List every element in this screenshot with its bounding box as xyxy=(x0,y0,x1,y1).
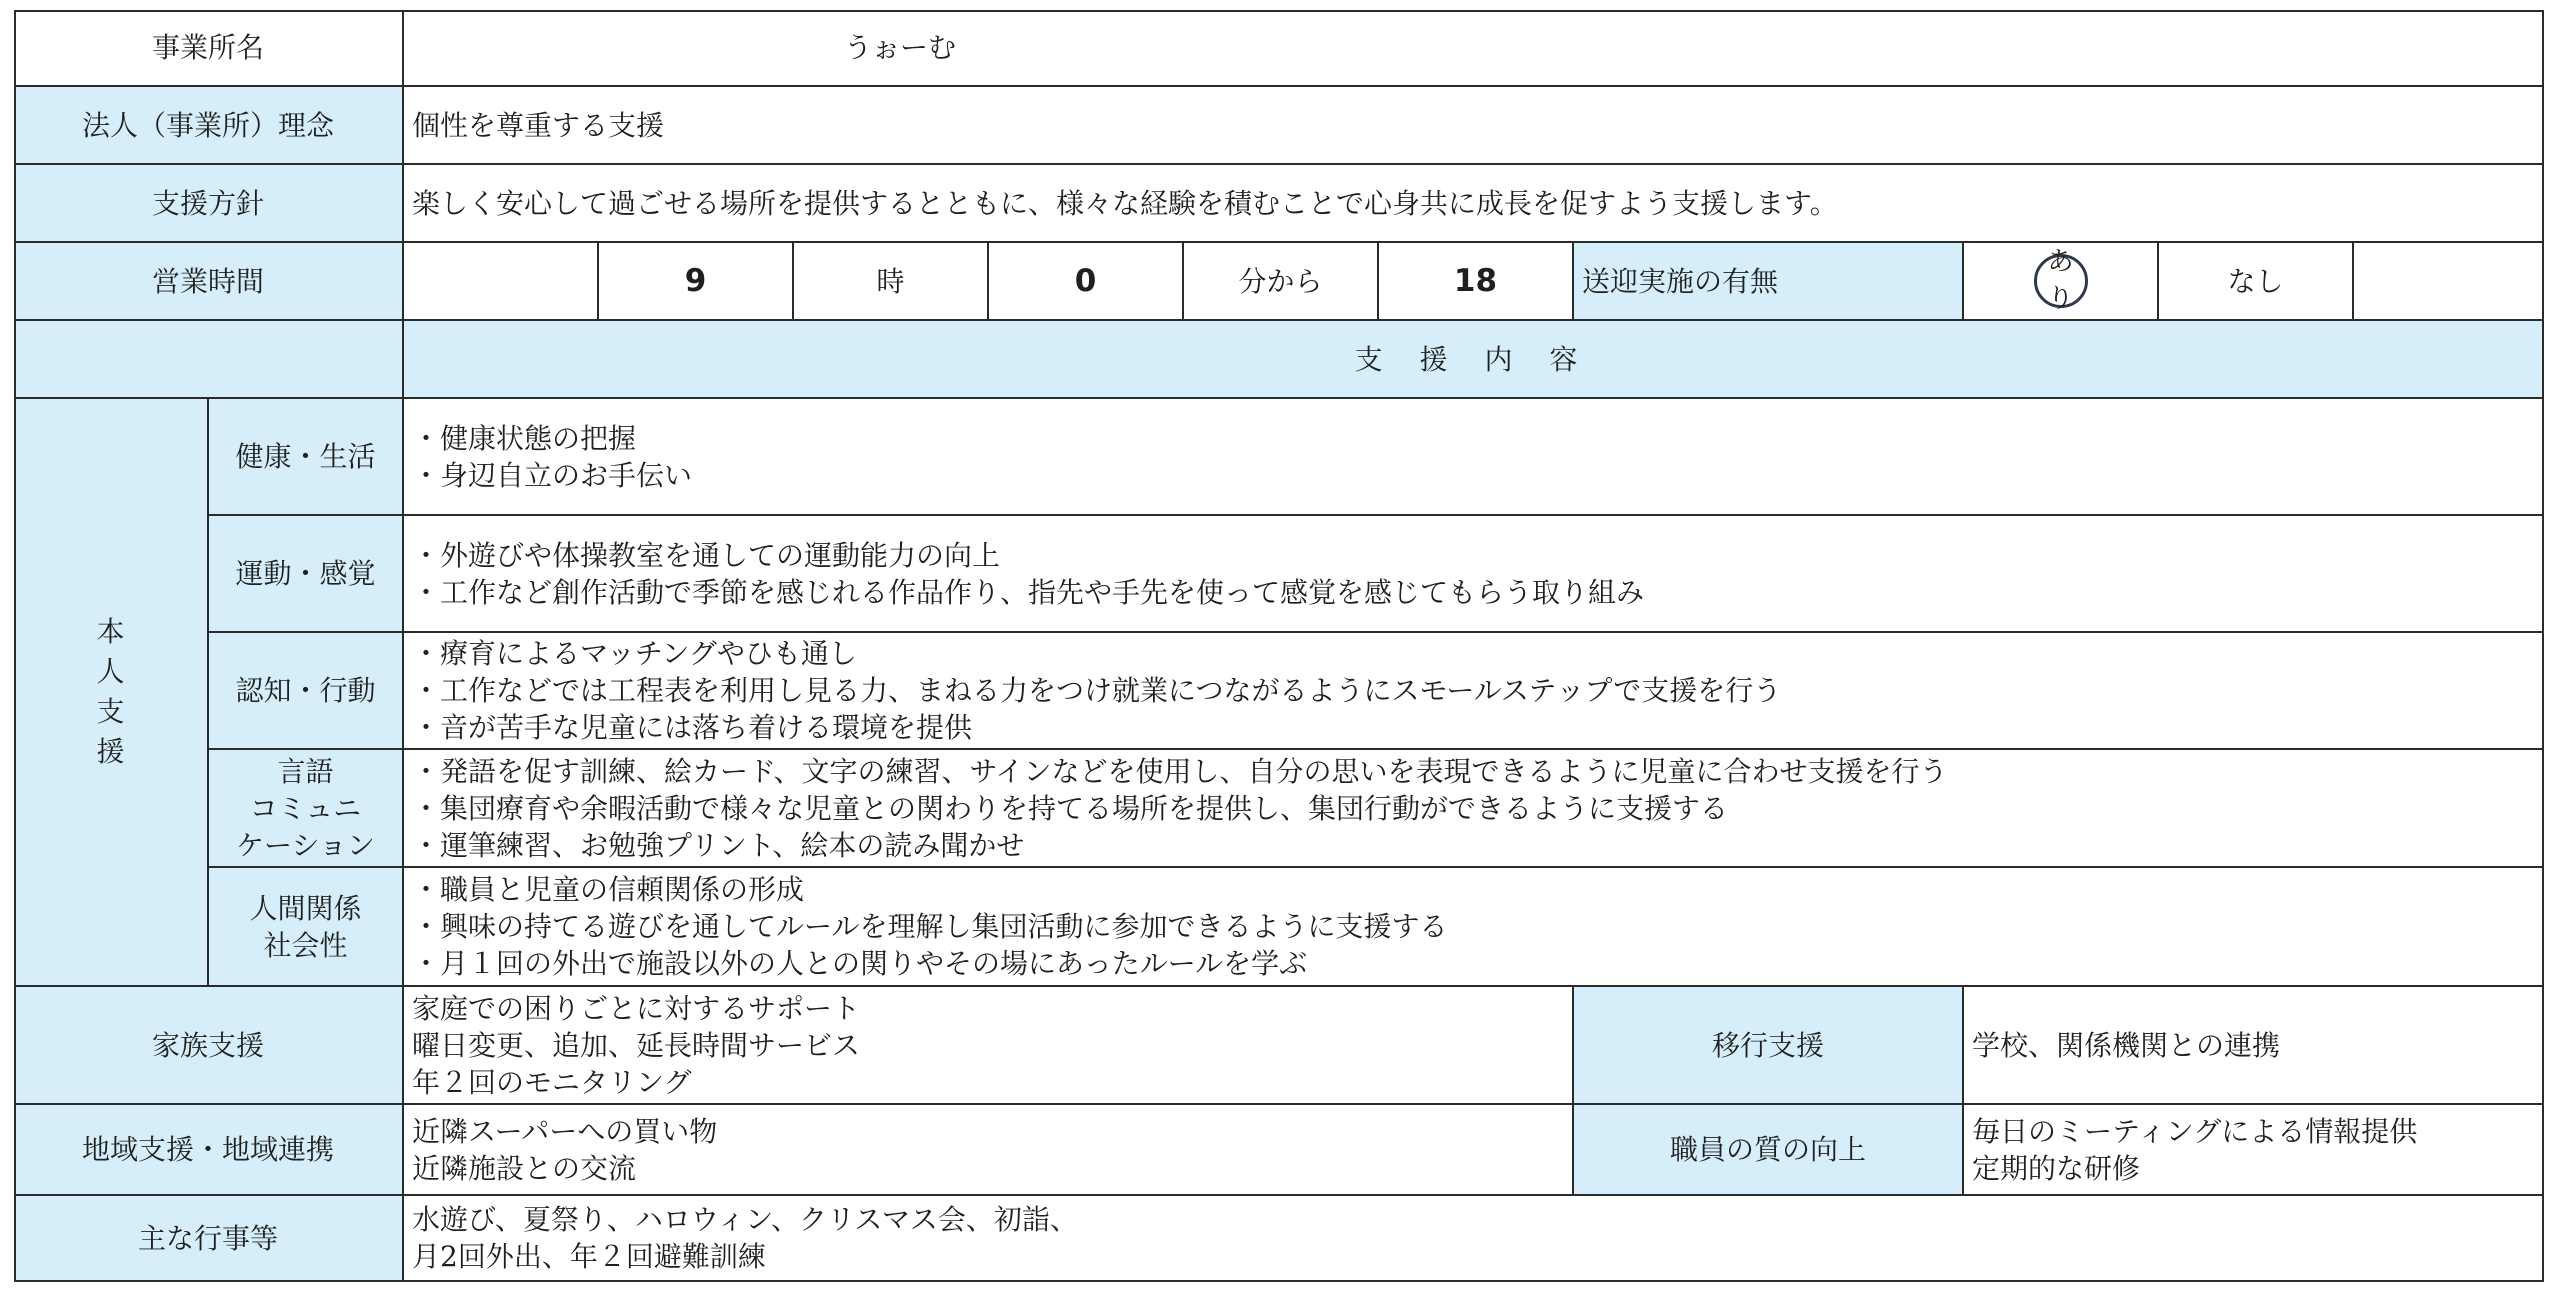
transition-support-label: 移行支援 xyxy=(1574,987,1964,1105)
hour-unit: 時 xyxy=(794,243,989,321)
category-line: 言語 xyxy=(277,754,334,788)
content-line: 月2回外出、年２回避難訓練 xyxy=(412,1240,766,1273)
content-line: ・健康状態の把握 xyxy=(412,421,637,455)
hours-trailing-cell xyxy=(2354,243,2544,321)
content-line: ・運筆練習、お勉強プリント、絵本の読み聞かせ xyxy=(412,828,1025,862)
content-line: ・発語を促す訓練、絵カード、文字の練習、サインなどを使用し、自分の思いを表現できるように児童に合わせ支援を行う xyxy=(412,754,1948,788)
transport-label: 送迎実施の有無 xyxy=(1574,243,1964,321)
individual-label-char: 支 xyxy=(96,695,125,728)
content-line: ・身辺自立のお手伝い xyxy=(412,458,693,492)
category-line: ケーション xyxy=(236,828,375,862)
content-line: ・音が苦手な児童には落ち着ける環境を提供 xyxy=(412,711,973,744)
start-minute: 0 xyxy=(989,243,1184,321)
category-health-life xyxy=(209,399,404,516)
content-line: ・興味の持てる遊びを通してルールを理解し集団活動に参加できるように支援する xyxy=(412,910,1448,943)
support-program-sheet xyxy=(14,10,2544,1282)
community-support-content xyxy=(404,1105,1574,1196)
category-language-communication xyxy=(209,750,404,868)
family-support-label: 家族支援 xyxy=(14,987,404,1105)
content-line: ・集団療育や余暇活動で様々な児童との関わりを持てる場所を提供し、集団行動ができるように支援する xyxy=(412,791,1729,825)
content-line: 水遊び、夏祭り、ハロウィン、クリスマス会、初詣、 xyxy=(412,1203,1078,1236)
staff-quality-label: 職員の質の向上 xyxy=(1574,1105,1964,1196)
minute-unit: 分から xyxy=(1184,243,1379,321)
content-line: ・工作などでは工程表を利用し見る力、まねる力をつけ就業につながるようにスモールステップで支援を行う xyxy=(412,674,1782,707)
category-line: 運動・感覚 xyxy=(235,556,376,590)
content-line: 近隣スーパーへの買い物 xyxy=(412,1114,718,1148)
category-line: コミュニ xyxy=(249,791,362,825)
category-line: 社会性 xyxy=(263,928,348,962)
content-line: 毎日のミーティングによる情報提供 xyxy=(1972,1114,2418,1148)
content-line: 定期的な研修 xyxy=(1972,1151,2141,1185)
policy-label: 支援方針 xyxy=(14,165,404,243)
family-support-content xyxy=(404,987,1574,1105)
community-support-label: 地域支援・地域連携 xyxy=(14,1105,404,1196)
staff-quality-content xyxy=(1964,1105,2544,1196)
support-content-header: 支 援 内 容 xyxy=(404,321,2544,399)
philosophy-label: 法人（事業所）理念 xyxy=(14,87,404,165)
hours-blank-cell xyxy=(404,243,599,321)
office-label: 事業所名 xyxy=(14,10,404,87)
transition-support-value: 学校、関係機関との連携 xyxy=(1964,987,2544,1105)
content-line: 年２回のモニタリング xyxy=(412,1065,692,1099)
content-line: ・月１回の外出で施設以外の人との関りやその場にあったルールを学ぶ xyxy=(412,947,1308,980)
events-content xyxy=(404,1196,2544,1282)
individual-label-char: 人 xyxy=(96,655,125,688)
health-life-content xyxy=(404,399,2544,516)
cognition-behavior-content xyxy=(404,633,2544,750)
category-line: 健康・生活 xyxy=(235,439,376,473)
content-line: ・工作など創作活動で季節を感じれる作品作り、指先や手先を使って感覚を感じてもらう取り組み xyxy=(412,575,1645,609)
end-hour: 18 xyxy=(1379,243,1574,321)
content-line: ・療育によるマッチングやひも通し xyxy=(412,637,857,670)
transport-no: なし xyxy=(2159,243,2354,321)
category-line: 認知・行動 xyxy=(235,673,376,707)
category-motor-sensory xyxy=(209,516,404,633)
hours-label: 営業時間 xyxy=(14,243,404,321)
content-line: ・職員と児童の信頼関係の形成 xyxy=(412,873,805,906)
events-label: 主な行事等 xyxy=(14,1196,404,1282)
motor-sensory-content xyxy=(404,516,2544,633)
office-value: うぉーむ xyxy=(404,10,2544,87)
transport-yes-circled: あり xyxy=(2034,254,2088,308)
individual-label-char: 援 xyxy=(96,735,125,768)
category-relationships-sociality xyxy=(209,868,404,987)
start-hour: 9 xyxy=(599,243,794,321)
content-line: 家庭での困りごとに対するサポート xyxy=(412,991,861,1025)
content-line: 近隣施設との交流 xyxy=(412,1151,637,1185)
transport-yes-cell xyxy=(1964,243,2159,321)
relationships-sociality-content xyxy=(404,868,2544,987)
content-line: 曜日変更、追加、延長時間サービス xyxy=(412,1028,861,1062)
philosophy-value: 個性を尊重する支援 xyxy=(404,87,2544,165)
individual-support-label xyxy=(14,399,209,987)
content-line: ・外遊びや体操教室を通しての運動能力の向上 xyxy=(412,538,1001,572)
category-line: 人間関係 xyxy=(249,891,362,925)
support-header-blank xyxy=(14,321,404,399)
category-cognition-behavior xyxy=(209,633,404,750)
policy-value: 楽しく安心して過ごせる場所を提供するとともに、様々な経験を積むことで心身共に成長を促すよう支援します。 xyxy=(404,165,2544,243)
language-communication-content xyxy=(404,750,2544,868)
individual-label-char: 本 xyxy=(96,615,125,648)
